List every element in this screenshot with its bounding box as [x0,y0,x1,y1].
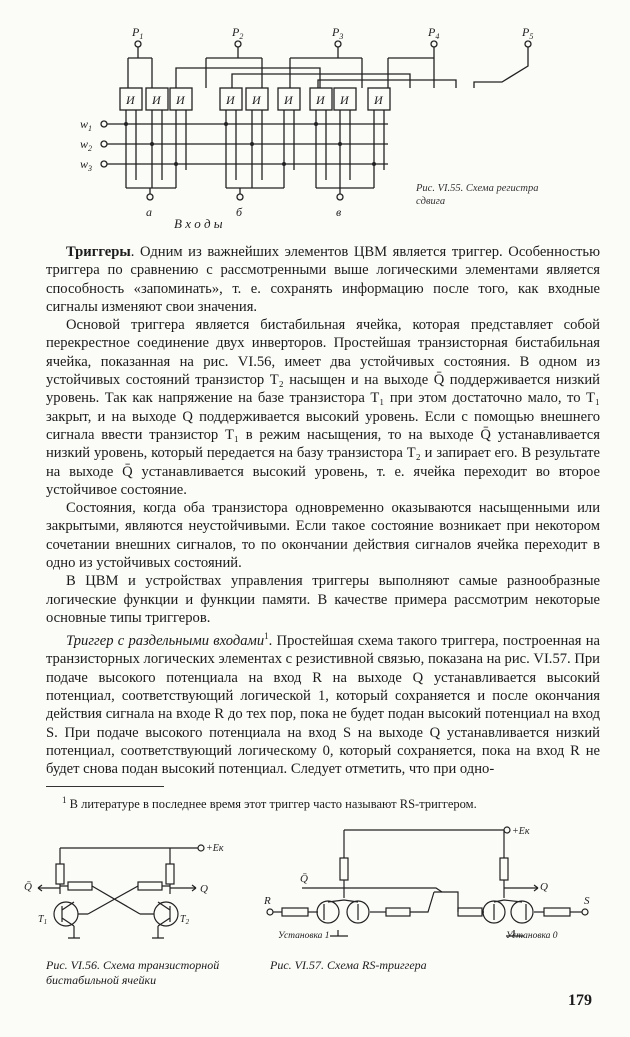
svg-text:И: И [126,93,135,107]
paragraph-functions: В ЦВМ и устройствах управления триггеры выполняют самые разнообразные логические функции и функции памяти. В качестве примера рассмотрим некоторые основные типы триггеров. [46,573,600,626]
svg-text:И: И [284,93,293,107]
supply-label: +Eк [512,826,530,837]
output-label-p2: $P_2$ [232,25,244,41]
input-label-w3: $w_3$ [80,157,93,173]
output-label-p5: $P_5$ [522,25,534,41]
input-label-w1: $w_1$ [80,117,93,133]
paragraph-triggers: Триггеры. Одним из важнейших элементов ЦВМ является триггер. Особенностью триггера по сравнению с рассмотренными выше логическими элементами является способность «запоминать», т. е. сохранять информацию после того, как входные сигналы изменяют свои значения. [46,244,600,315]
svg-text:И: И [152,93,161,107]
footnote-rule [46,786,164,787]
output-label-p4: $P_4$ [428,25,440,41]
input-label-w2: $w_2$ [80,137,93,153]
output-label-p3: $P_3$ [332,25,344,41]
figure-57-caption: Рис. VI.57. Схема RS-триггера [270,958,427,972]
input-s-label: S [584,895,590,907]
set1-label: Установка 1 [278,931,330,941]
body-text [46,243,600,778]
figure-bistable-cell [24,830,230,955]
input-r-label: R [264,895,271,907]
svg-text:И: И [176,93,185,107]
paragraph-unstable: Состояния, когда оба транзистора одновременно оказываются насыщенными или закрытыми, являются неустойчивыми. Если такое состояние возникает при некотором сочетании внешних сигналов, то по окончании действия сигналов ячейка переходит в одно из устойчивых состояний. [46,500,600,572]
paragraph-rs-trigger: Триггер с раздельными входами$^1$. Простейшая схема такого триггера, построенная на транзисторных логических элементах с резистивной связью, показана на рис. VI.57. При подаче высокого потенциала на вход R на выходе Q устанавливается высокий потенциал, соответствующий логической 1, который сохраняется и после окончания действия сигнала на входе R до тех пор, пока не будет подан высокий потенциал на вход S. При подаче высокого потенциала на вход S на выходе Q устанавливается низкий потенциал, соответствующий логическому 0, который сохраняется, пока на вход R не будет снова подан высокий потенциал. Следует отметить, что при одно- [46,631,600,778]
footnote: $^1$ В литературе в последнее время этот триггер часто называют RS-триггером. [62,795,477,812]
output-q-label: Q [200,883,208,895]
page-number: 179 [568,992,592,1009]
svg-text:И: И [340,93,349,107]
paragraph-bistable: Основой триггера является бистабильная ячейка, которая представляет собой перекрестное соединение двух инверторов. Простейшая транзисторная бистабильная ячейка, показанная на рис. VI.56, имеет два устойчивых состояния. В одном из устойчивых состояний транзистор T₂ насыщен и на выходе Q̄ поддерживается низкий уровень. Так как напряжение на базе транзистора T₁ при этом достаточно мало, то T₁ закрыт, и на выходе Q поддерживается высокий уровень. Если с помощью внешнего сигнала ввести транзистор T₁ в режим насыщения, то на выходе Q̄ устанавливается низкий уровень, который передается на базу транзистора T₂ и запирает его. В результате на выходе Q̄ устанавливается высокий уровень, т. е. ячейка переходит во второе устойчивое состояние. [46,317,600,498]
input-label-a: а [146,205,152,219]
output-qbar-label: Q̄ [24,881,32,893]
svg-text:И: И [316,93,325,107]
heading-triggers: Триггеры [66,244,131,260]
transistor-t2-label: $T_2$ [180,914,190,926]
output-q-label: Q [540,881,548,893]
figure-55-caption: Рис. VI.55. Схема регистра сдвига [416,183,539,207]
input-label-b: б [236,205,243,219]
figure-rs-trigger [258,818,608,953]
set0-label: Установка 0 [506,931,558,941]
svg-text:И: И [226,93,235,107]
output-qbar-label: Q̄ [300,873,308,885]
footnote-mark: 1 [264,631,269,642]
input-label-v: в [336,205,342,219]
transistor-t1-label: $T_1$ [38,914,48,926]
supply-label: +Eк [206,843,224,854]
svg-text:И: И [374,93,383,107]
heading-separate-inputs: Триггер с раздельными входами [66,633,265,650]
inputs-caption: В х о д ы [174,216,223,231]
svg-text:И: И [252,93,261,107]
output-label-p1: $P_1$ [132,25,144,41]
figure-56-caption: Рис. VI.56. Схема транзисторной бистабильной ячейки [46,958,220,987]
